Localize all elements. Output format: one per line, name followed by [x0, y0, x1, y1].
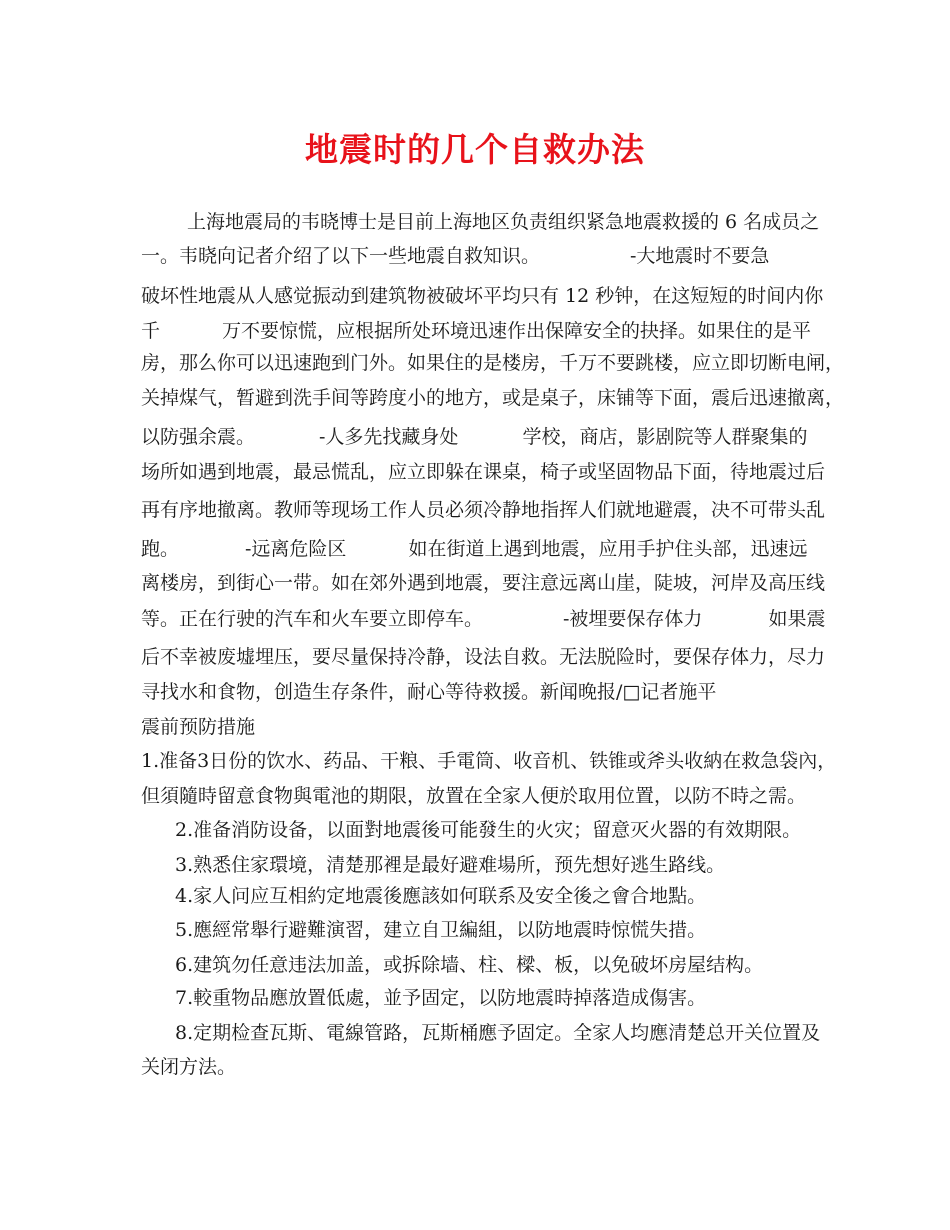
article-text: 以防强余震。	[141, 426, 256, 448]
measures-heading: 震前预防措施	[141, 716, 256, 738]
article-line: 破坏性地震从人感觉振动到建筑物被破坏平均只有 12 秒钟，在这短短的时间内你	[141, 285, 824, 307]
section-heading: -大地震时不要急	[630, 245, 770, 267]
article-line: 上海地震局的韦晓博士是目前上海地区负责组织紧急地震救援的 6 名成员之	[187, 211, 820, 233]
measure-item: 但須隨時留意食物與電池的期限，放置在全家人便於取用位置，以防不時之需。	[141, 785, 807, 807]
article-line: 离楼房，到街心一带。如在郊外遇到地震，要注意远离山崖，陡坡，河岸及高压线	[141, 572, 826, 594]
article-line: 房，那么你可以迅速跑到门外。如果住的是楼房，千万不要跳楼，应立即切断电闸，	[141, 352, 845, 374]
article-line	[141, 420, 807, 454]
measure-item: 2.准备消防设备，以面對地震後可能發生的火灾；留意灭火器的有效期限。	[175, 819, 802, 841]
article-line: 场所如遇到地震，最忌慌乱，应立即躲在课桌，椅子或坚固物品下面，待地震过后	[141, 461, 826, 483]
measure-item: 7.較重物品應放置低處，並予固定，以防地震時掉落造成傷害。	[175, 987, 707, 1009]
article-text: 学校，商店，影剧院等人群聚集的	[522, 426, 808, 448]
article-line	[141, 239, 769, 273]
article-text: 万不要惊慌，应根据所处环境迅速作出保障安全的抉择。如果住的是平	[222, 320, 812, 342]
section-heading: -远离危险区	[245, 538, 347, 560]
measure-item: 5.應經常舉行避難演習，建立自卫編組，以防地震時惊慌失措。	[175, 919, 707, 941]
article-line	[141, 314, 811, 348]
page-title: 地震时的几个自救办法	[305, 130, 645, 169]
article-line	[141, 532, 807, 566]
article-line: 再有序地撤离。教师等现场工作人员必须冷静地指挥人们就地避震，决不可带头乱	[141, 499, 826, 521]
article-line: 寻找水和食物，创造生存条件，耐心等待救援。新闻晚报/□记者施平	[141, 681, 717, 703]
measure-item: 6.建筑勿任意违法加盖，或拆除墙、柱、樑、板，以免破坏房屋结构。	[175, 954, 764, 976]
section-heading: -人多先找藏身处	[319, 426, 459, 448]
article-text: 如果震	[768, 608, 826, 630]
article-text: 等。正在行驶的汽车和火车要立即停车。	[141, 608, 484, 630]
measure-item: 1.准备3日份的饮水、药品、干粮、手電筒、收音机、铁锥或斧头收納在救急袋內，	[141, 750, 837, 772]
article-text: 千	[141, 320, 161, 342]
measure-item: 8.定期检查瓦斯、電線管路，瓦斯桶應予固定。全家人均應清楚总开关位置及	[175, 1022, 821, 1044]
article-line: 关掉煤气，暂避到洗手间等跨度小的地方，或是桌子，床铺等下面，震后迅速撤离，	[141, 387, 845, 409]
article-line: 后不幸被废墟埋压，要尽量保持冷静，设法自救。无法脱险时，要保存体力，尽力	[141, 646, 826, 668]
measure-item: 3.熟悉住家環境，清楚那裡是最好避难場所，预先想好逃生路线。	[175, 854, 726, 876]
measure-item: 关闭方法。	[141, 1056, 237, 1078]
article-text: 跑。	[141, 538, 180, 560]
measure-item: 4.家人问应互相約定地震後應該如何联系及安全後之會合地點。	[175, 885, 707, 907]
section-heading: -被埋要保存体力	[563, 608, 703, 630]
article-line	[141, 602, 825, 636]
article-text: 如在街道上遇到地震，应用手护住头部，迅速远	[408, 538, 808, 560]
article-text: 一。韦晓向记者介绍了以下一些地震自救知识。	[141, 245, 541, 267]
